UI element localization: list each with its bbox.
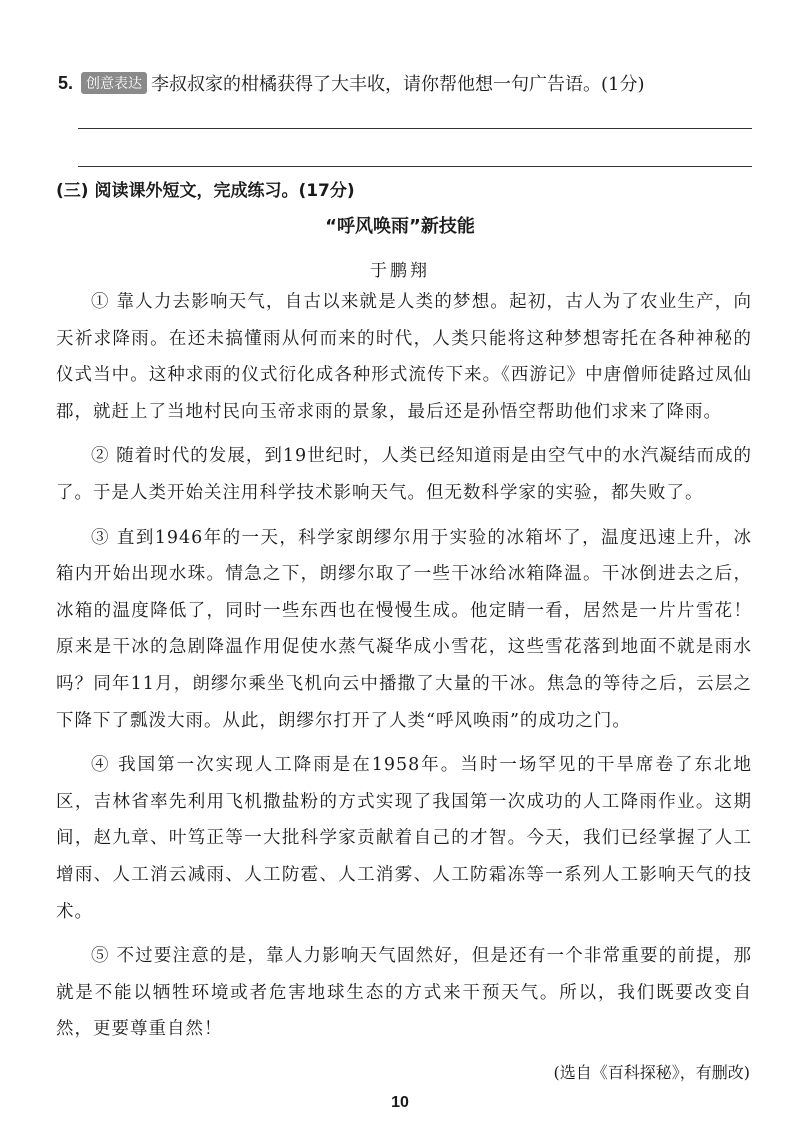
paragraph-5: ⑤ 不过要注意的是，靠人力影响天气固然好，但是还有一个非常重要的前提，那就是不能以牺牲环境或者危害地球生态的方式来干预天气。所以，我们既要改变自然，更要尊重自然！ (56, 946, 752, 1040)
creative-expression-tag: 创意表达 (81, 72, 147, 94)
article-title: “呼风唤雨”新技能 (325, 216, 475, 237)
paragraph-2: ② 随着时代的发展，到19世纪时，人类已经知道雨是由空气中的水汽凝结而成的了。于是人类开始关注用科学技术影响天气。但无数科学家的实验，都失败了。 (56, 446, 752, 503)
paragraph-3: ③ 直到1946年的一天，科学家朗缪尔用于实验的冰箱坏了，温度迅速上升，冰箱内开始出现水珠。情急之下，朗缪尔取了一些干冰给冰箱降温。干冰倒进去之后，冰箱的温度降低了，同时一些东西也在慢慢生成。他定睛一看，居然是一片片雪花！原来是干冰的急剧降温作用促使水蒸气凝华成小雪花，这些雪花落到地面不就是雨水吗？同年11月，朗缪尔乘坐飞机向云中播撒了大量的干冰。焦急的等待之后，云层之下降下了瓢泼大雨。从此，朗缪尔打开了人类“呼风唤雨”的成功之门。 (56, 527, 752, 731)
question-text: 李叔叔家的柑橘获得了大丰收，请你帮他想一句广告语。(1分) (151, 74, 645, 95)
article-author: 于鹏翔 (370, 261, 430, 281)
question-number: 5. (58, 72, 74, 93)
question-5 (58, 70, 645, 96)
answer-line-1[interactable] (78, 128, 752, 129)
answer-line-2[interactable] (78, 166, 752, 167)
paragraph-4: ④ 我国第一次实现人工降雨是在1958年。当时一场罕见的干旱席卷了东北地区，吉林省率先利用飞机撒盐粉的方式实现了我国第一次成功的人工降雨作业。这期间，赵九章、叶笃正等一大批科学家贡献着自己的才智。今天，我们已经掌握了人工增雨、人工消云减雨、人工防雹、人工消雾、人工防霜冻等一系列人工影响天气的技术。 (56, 755, 752, 922)
paragraph-1: ① 靠人力去影响天气，自古以来就是人类的梦想。起初，古人为了农业生产，向天祈求降雨。在还未搞懂雨从何而来的时代，人类只能将这种梦想寄托在各种神秘的仪式当中。这种求雨的仪式衍化成各种形式流传下来。《西游记》中唐僧师徒路过凤仙郡，就赶上了当地村民向玉帝求雨的景象，最后还是孙悟空帮助他们求来了降雨。 (56, 292, 752, 422)
article-source: (选自《百科探秘》，有删改) (553, 1063, 750, 1082)
article-body (56, 284, 752, 1056)
section-heading: (三) 阅读课外短文，完成练习。(17分) (56, 181, 355, 201)
page-number: 10 (391, 1094, 409, 1111)
